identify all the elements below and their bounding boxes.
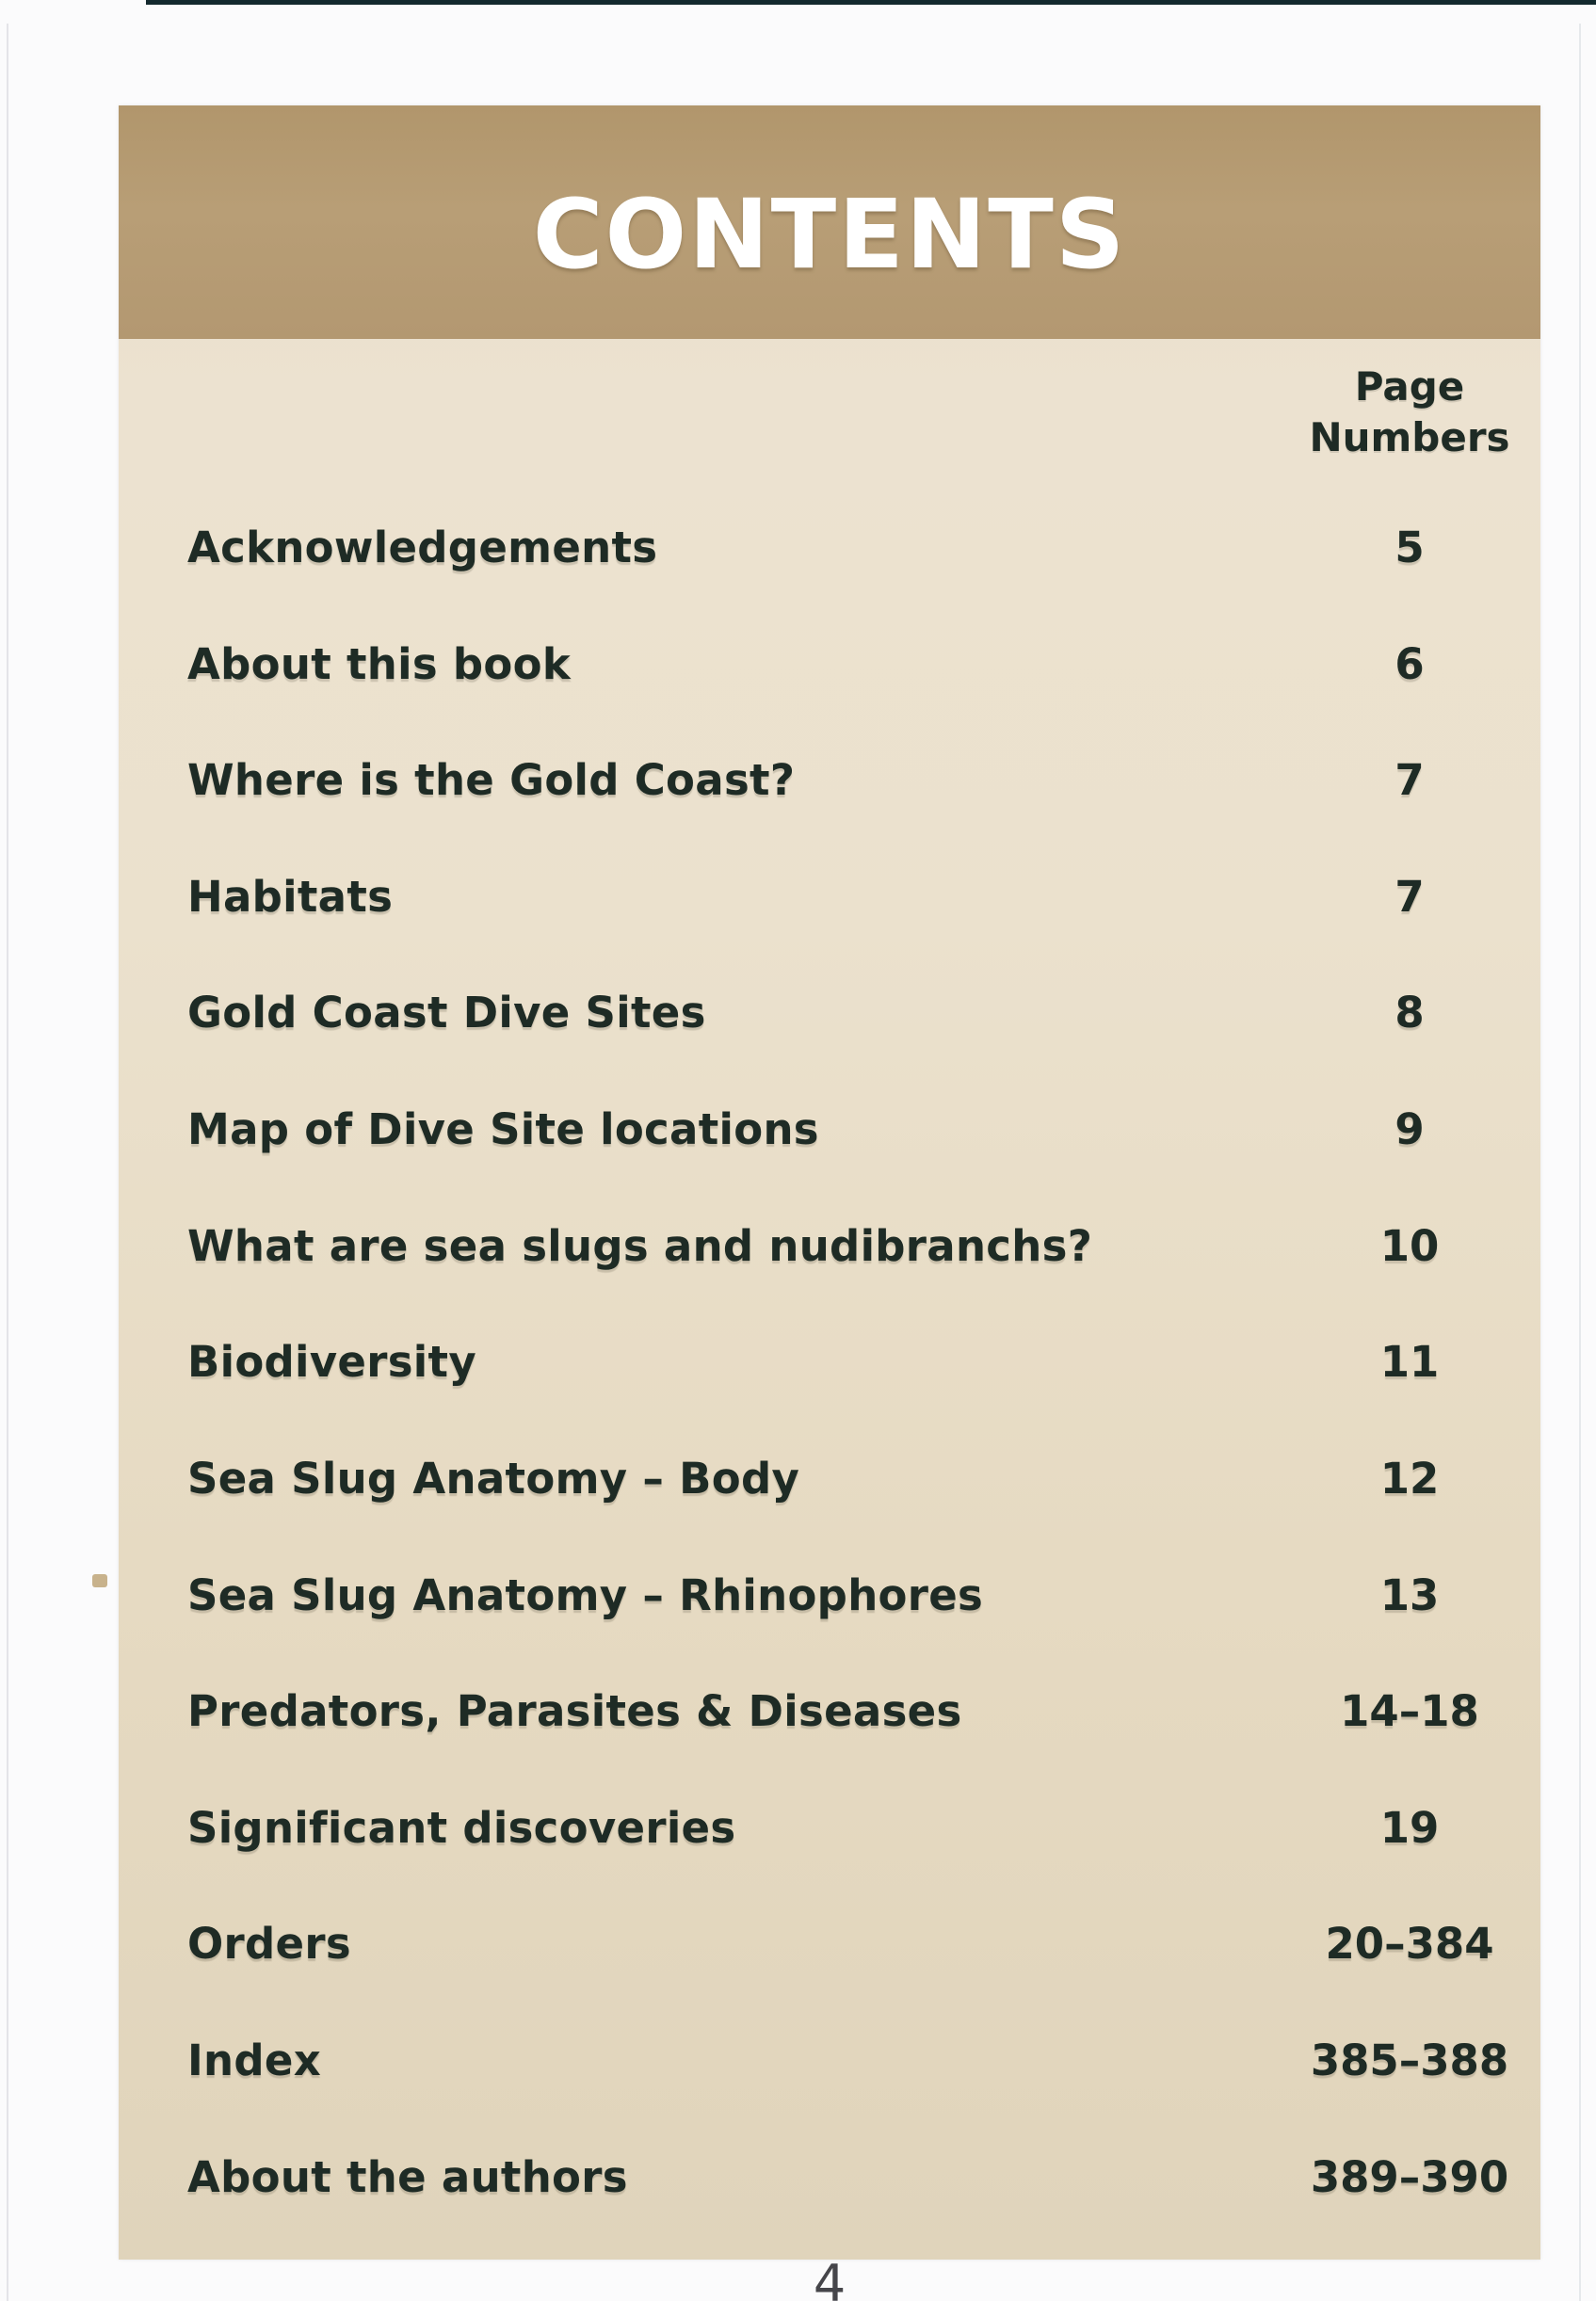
toc-entry-pages: 11 [1379,1336,1440,1387]
toc-entry-label: Significant discoveries [187,1802,736,1853]
toc-entry-pages: 389–390 [1310,2151,1509,2202]
toc-entry-label: Sea Slug Anatomy – Rhinophores [187,1569,984,1620]
toc-row [187,983,1532,1041]
toc-entry-pages: 12 [1379,1453,1440,1504]
toc-row [187,1216,1532,1275]
toc-row [187,1798,1532,1857]
page-title: CONTENTS [532,178,1127,291]
toc-entry-label: Gold Coast Dive Sites [187,987,706,1038]
toc-entry-pages: 19 [1379,1802,1440,1853]
toc-entry-pages: 7 [1394,871,1425,922]
toc-row [187,1100,1532,1158]
toc-row [187,2148,1532,2206]
toc-row [187,518,1532,576]
toc-entry-pages: 10 [1379,1220,1440,1271]
toc-entry-label: Biodiversity [187,1336,476,1387]
toc-entry-label: About this book [187,638,572,689]
toc-entry-label: Predators, Parasites & Diseases [187,1685,962,1736]
page-numbers-header-line2: Numbers [1309,413,1510,460]
toc-entry-label: Where is the Gold Coast? [187,754,796,805]
page-numbers-header-line1: Page [1354,363,1465,410]
toc-entry-pages: 6 [1394,638,1425,689]
toc-entry-pages: 8 [1394,987,1425,1038]
footer-page-number: 4 [813,2254,846,2301]
toc-entry-pages: 20–384 [1325,1918,1494,1969]
toc-row [187,2031,1532,2089]
toc-row [187,1566,1532,1624]
toc-entry-label: What are sea slugs and nudibranchs? [187,1220,1093,1271]
toc-entry-label: Index [187,2035,322,2085]
toc-row [187,1332,1532,1391]
contents-card [119,105,1540,2260]
toc-entry-pages: 5 [1394,522,1425,572]
margin-speck [92,1574,107,1587]
toc-row [187,635,1532,693]
right-page-edge [1579,24,1581,2301]
toc-row [187,1449,1532,1507]
toc-row [187,1682,1532,1740]
toc-entry-label: About the authors [187,2151,628,2202]
toc-entry-pages: 14–18 [1340,1685,1479,1736]
toc-entry-pages: 7 [1394,754,1425,805]
toc-entry-label: Habitats [187,871,394,922]
toc-list [119,105,1540,2260]
toc-row [187,1914,1532,1972]
toc-entry-pages: 13 [1379,1569,1440,1620]
toc-entry-label: Sea Slug Anatomy – Body [187,1453,800,1504]
toc-row [187,750,1532,809]
toc-row [187,867,1532,925]
left-page-edge [7,24,8,2301]
toc-entry-label: Acknowledgements [187,522,658,572]
toc-entry-pages: 9 [1394,1103,1425,1154]
top-edge-strip [146,0,1596,5]
toc-entry-pages: 385–388 [1310,2035,1509,2085]
toc-entry-label: Orders [187,1918,351,1969]
toc-entry-label: Map of Dive Site locations [187,1103,819,1154]
